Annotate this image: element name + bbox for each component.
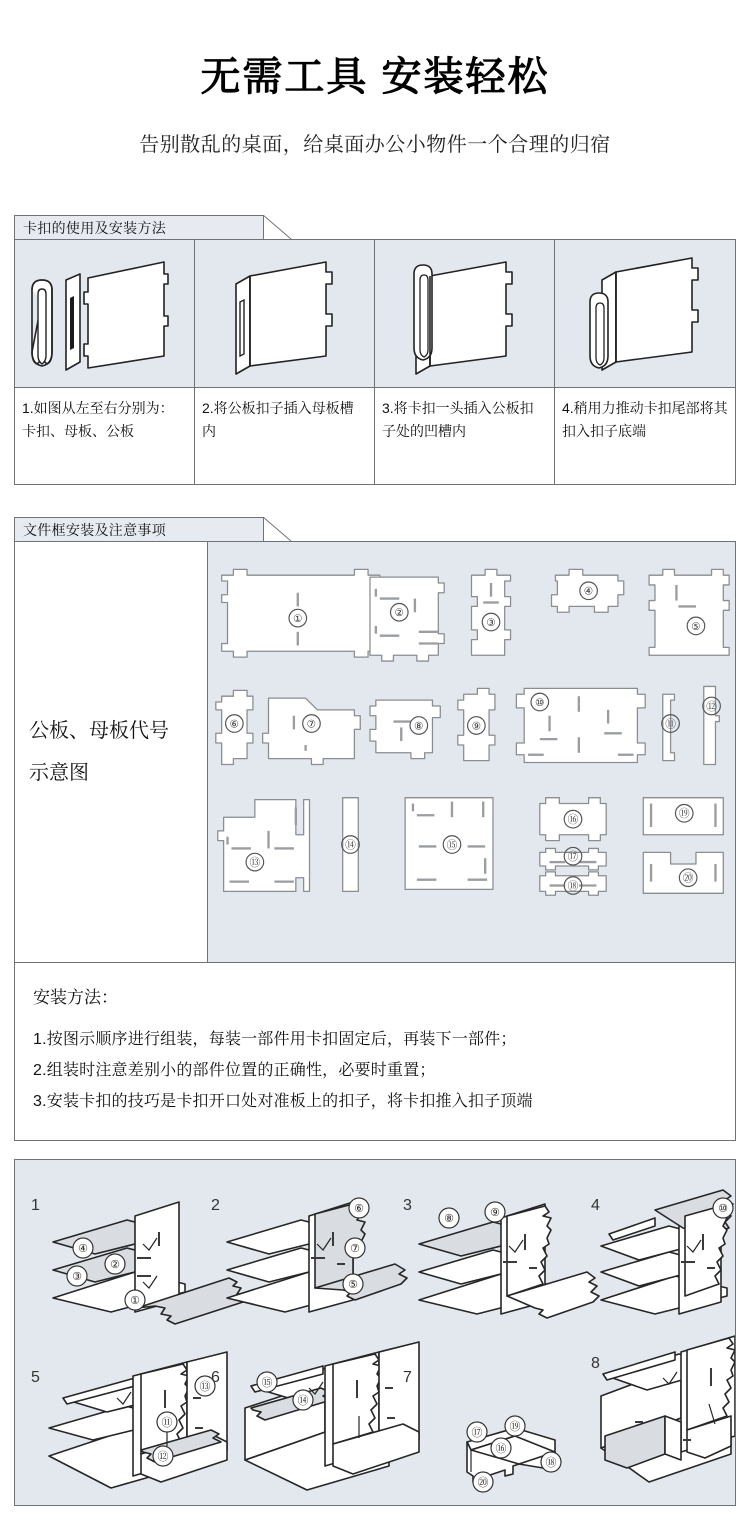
svg-text:⑦: ⑦ [350,1242,360,1255]
tab-diagonal-decor-2 [263,517,293,542]
clip-section-tab [14,215,264,239]
svg-text:⑳: ⑳ [477,1476,489,1489]
clip-step-figure-3 [375,240,554,388]
parts-diagram-svg [208,542,735,952]
svg-text:④: ④ [78,1242,88,1255]
clip-step-cell-1 [15,240,195,484]
svg-text:⑬: ⑬ [199,1380,211,1393]
svg-text:③: ③ [72,1270,82,1283]
svg-text:②: ② [110,1258,120,1271]
svg-text:⑫: ⑫ [157,1450,169,1463]
parts-panel [14,541,736,1141]
svg-text:⑲: ⑲ [678,808,690,821]
clip-step-figure-1 [15,240,194,388]
clip-usage-section [14,215,736,485]
svg-text:⑤: ⑤ [348,1278,358,1291]
clip-step-caption-4: 4.稍用力推动卡扣尾部将其扣入扣子底端 [555,388,735,484]
clip-section-tab-label: 卡扣的使用及安装方法 [23,219,166,236]
instructions-line-2: 2.组装时注意差别小的部件位置的正确性，必要时重置； [33,1062,436,1080]
svg-text:⑭: ⑭ [297,1394,309,1407]
assembly-steps-panel [14,1159,736,1506]
svg-text:⑬: ⑬ [249,856,261,869]
page-title: 无需工具 安装轻松 [200,55,550,99]
svg-text:⑯: ⑯ [495,1442,507,1455]
assembly-steps-svg [15,1160,735,1505]
clip-section-tab-wrap [14,215,736,240]
svg-text:⑱: ⑱ [567,880,579,893]
clip-step-cell-2 [195,240,375,484]
svg-text:③: ③ [486,616,496,629]
parts-section-tab-label: 文件框安装及注意事项 [23,521,166,538]
svg-text:⑧: ⑧ [444,1212,454,1225]
tab-diagonal-decor [263,215,293,240]
parts-diagram-canvas [208,542,735,962]
clip-step-figure-2 [195,240,374,388]
svg-text:②: ② [394,607,405,620]
instructions-line-3: 3.安装卡扣的技巧是卡扣开口处对准板上的扣子，将卡扣推入扣子顶端 [33,1093,533,1111]
svg-text:①: ① [130,1294,140,1307]
svg-text:⑭: ⑭ [345,839,356,852]
instructions-block [15,962,735,1140]
svg-text:⑨: ⑨ [490,1206,500,1219]
parts-label-line-2: 示意图 [29,762,89,784]
svg-text:⑥: ⑥ [229,718,240,731]
svg-text:⑰: ⑰ [567,851,579,864]
clip-usage-table [15,240,735,484]
page-subtitle: 告别散乱的桌面，给桌面办公小物件一个合理的归宿 [139,134,611,156]
parts-section-tab-wrap [14,517,736,542]
svg-text:⑥: ⑥ [354,1202,364,1215]
instructions-title: 安装方法： [33,988,118,1007]
parts-section-tab [14,517,264,541]
parts-diagram-label [15,542,208,962]
clip-usage-panel [14,239,736,485]
assembly-step-number-1: 1 [31,1196,40,1214]
svg-text:⑪: ⑪ [665,718,676,731]
svg-text:⑱: ⑱ [545,1456,557,1469]
svg-text:⑩: ⑩ [535,696,545,709]
assembly-step-number-6: 6 [211,1368,220,1386]
svg-text:⑳: ⑳ [682,872,694,885]
svg-text:⑯: ⑯ [567,814,579,827]
svg-text:⑲: ⑲ [509,1420,521,1433]
svg-text:⑩: ⑩ [718,1202,728,1215]
parts-diagram-row [15,542,735,962]
parts-label-line-1: 公板、母板代号 [29,720,169,742]
clip-step-caption-2: 2.将公板扣子插入母板槽内 [195,388,374,484]
svg-text:⑧: ⑧ [413,720,424,733]
assembly-step-number-4: 4 [591,1196,600,1214]
svg-text:⑰: ⑰ [471,1426,483,1439]
svg-text:⑫: ⑫ [706,700,717,713]
svg-text:①: ① [292,613,303,626]
clip-step-cell-3 [375,240,555,484]
svg-text:⑮: ⑮ [261,1376,273,1389]
instructions-line-1: 1.按图示顺序进行组装，每装一部件用卡扣固定后，再装下一部件； [33,1031,517,1048]
clip-step-caption-3: 3.将卡扣一头插入公板扣子处的凹槽内 [375,388,554,484]
svg-text:④: ④ [583,585,594,598]
svg-text:⑤: ⑤ [691,620,701,633]
parts-section [14,517,736,1141]
svg-text:⑨: ⑨ [471,720,482,733]
hero-section [0,0,750,157]
clip-step-caption-1: 1.如图从左至右分别为：卡扣、母板、公板 [15,388,194,484]
assembly-step-number-7: 7 [403,1368,412,1386]
assembly-step-number-3: 3 [403,1196,412,1214]
svg-text:⑪: ⑪ [161,1416,173,1429]
assembly-step-number-5: 5 [31,1368,40,1386]
clip-step-figure-4 [555,240,735,388]
assembly-step-number-2: 2 [211,1196,220,1214]
assembly-step-number-8: 8 [591,1354,600,1372]
svg-text:⑦: ⑦ [306,718,317,731]
svg-text:⑮: ⑮ [446,839,458,852]
clip-step-cell-4 [555,240,735,484]
